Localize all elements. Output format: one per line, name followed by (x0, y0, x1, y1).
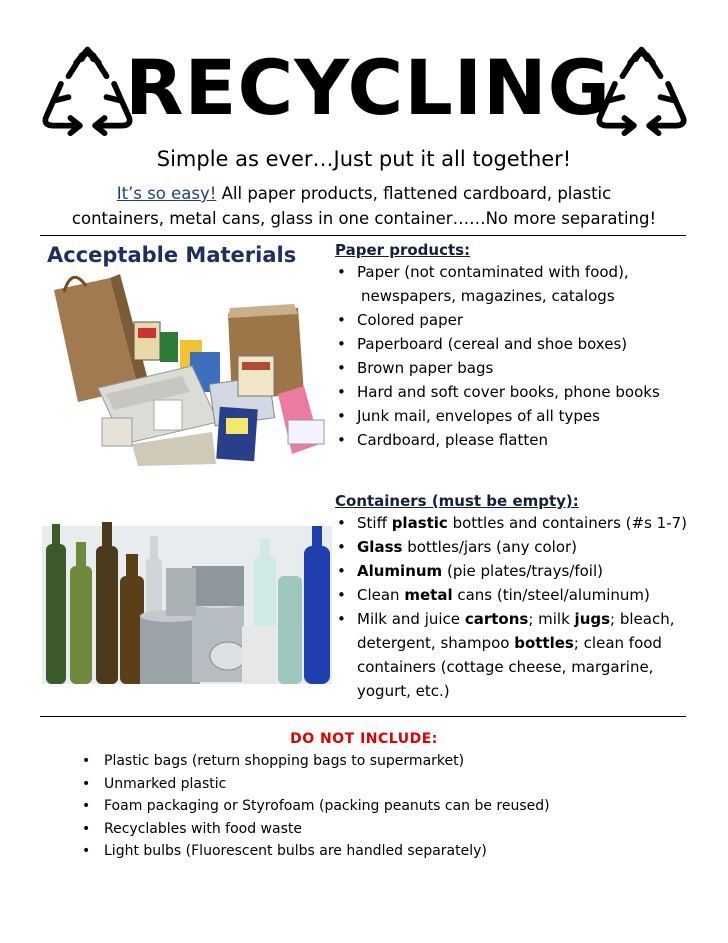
list-item: • Recyclables with food waste (80, 818, 550, 841)
bullet-icon: • (82, 820, 91, 837)
list-item: • Light bulbs (Fluorescent bulbs are handled separately) (80, 840, 550, 863)
list-item: • Paperboard (cereal and shoe boxes) (335, 332, 695, 356)
list-item: • Aluminum (pie plates/trays/foil) (335, 559, 705, 583)
intro-line-2: containers, metal cans, glass in one container……No more separating! (71, 209, 657, 228)
bullet-icon: • (82, 753, 91, 769)
bullet-icon: • (82, 775, 91, 792)
containers-list (335, 511, 705, 703)
bullet-icon: • (82, 798, 91, 814)
bullet-icon: • (82, 843, 91, 859)
bullet-icon: • (337, 383, 346, 401)
bullet-icon: • (337, 311, 346, 329)
list-item: • Hard and soft cover books, phone books (335, 380, 695, 404)
subtitle: Simple as ever…Just put it all together! (156, 147, 572, 171)
list-item: • Clean metal cans (tin/steel/aluminum) (335, 583, 705, 607)
list-item: • Foam packaging or Styrofoam (packing peanuts can be reused) (80, 795, 550, 818)
recycle-icon (40, 42, 135, 137)
paper-products-section (335, 240, 695, 452)
bullet-icon: • (337, 514, 346, 532)
title-row (0, 38, 728, 138)
list-item: • Paper (not contaminated with food), newspapers, magazines, catalogs (335, 260, 695, 308)
intro-text (20, 181, 708, 231)
list-item: • Milk and juice cartons; milk jugs; bleach, detergent, shampoo bottles; clean food containers (cottage cheese, margarine, yogurt, etc.) (335, 607, 705, 703)
paper-products-photo (42, 268, 332, 468)
divider-top (40, 235, 686, 236)
do-not-include-list (80, 750, 550, 863)
bullet-icon: • (337, 359, 346, 377)
list-item: • Unmarked plastic (80, 773, 550, 796)
list-item: • Junk mail, envelopes of all types (335, 404, 695, 428)
intro-line-1: All paper products, flattened cardboard, plastic (216, 184, 612, 203)
list-item: • Plastic bags (return shopping bags to supermarket) (80, 750, 550, 773)
divider-bottom (40, 716, 686, 717)
bullet-icon: • (337, 407, 346, 425)
do-not-include-title: DO NOT INCLUDE: (290, 731, 438, 747)
page-title: RECYCLING (125, 43, 612, 132)
bullet-icon: • (337, 263, 346, 281)
recycle-icon (594, 42, 689, 137)
list-item: • Stiff plastic bottles and containers (#s 1-7) (335, 511, 705, 535)
list-item: • Glass bottles/jars (any color) (335, 535, 705, 559)
list-item: • Colored paper (335, 308, 695, 332)
containers-title: Containers (must be empty): (335, 492, 579, 510)
bullet-icon: • (337, 562, 346, 580)
containers-photo (42, 506, 332, 684)
intro-emphasis: It’s so easy! (116, 184, 217, 203)
bullet-icon: • (337, 586, 346, 604)
bullet-icon: • (337, 538, 346, 556)
section-heading: Acceptable Materials (47, 243, 297, 267)
containers-section (335, 491, 705, 703)
list-item: • Brown paper bags (335, 356, 695, 380)
paper-products-title: Paper products: (335, 241, 471, 259)
bullet-icon: • (337, 335, 346, 353)
bullet-icon: • (337, 431, 346, 449)
list-item: • Cardboard, please flatten (335, 428, 695, 452)
bullet-icon: • (337, 610, 346, 628)
paper-products-list (335, 260, 695, 452)
